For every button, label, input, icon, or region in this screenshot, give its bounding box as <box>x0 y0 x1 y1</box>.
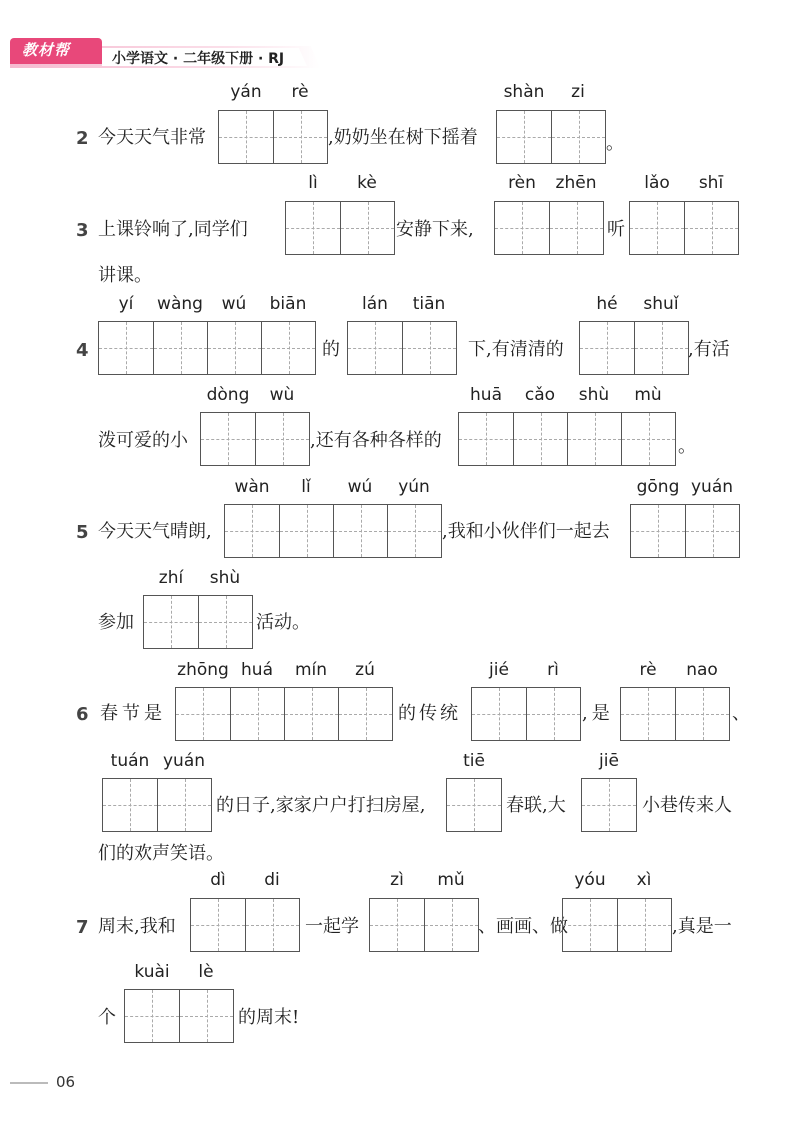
writing-grid[interactable] <box>446 778 502 832</box>
pinyin: kuài <box>134 962 170 982</box>
pinyin: zì <box>390 870 404 890</box>
writing-grid[interactable] <box>562 898 672 952</box>
question-text: 活动。 <box>256 612 310 633</box>
pinyin: mù <box>634 385 662 405</box>
question-number: 5 <box>76 522 89 543</box>
pinyin: wàng <box>157 294 203 314</box>
question-number: 2 <box>76 128 89 149</box>
pinyin: jiē <box>599 751 619 771</box>
pinyin: cǎo <box>524 385 556 405</box>
pinyin: wàn <box>234 477 270 497</box>
question-text: 春节是 <box>100 703 166 724</box>
question-text: 个 <box>98 1007 116 1028</box>
question-text: 参加 <box>98 612 134 633</box>
writing-grid[interactable] <box>200 412 310 466</box>
pinyin: shī <box>698 173 724 193</box>
pinyin: di <box>264 870 280 890</box>
pinyin: mín <box>294 660 328 680</box>
writing-grid[interactable] <box>190 898 300 952</box>
pinyin: wù <box>269 385 295 405</box>
writing-grid[interactable] <box>496 110 606 164</box>
writing-grid[interactable] <box>630 504 740 558</box>
question-text: 。 <box>678 436 696 457</box>
pinyin: wú <box>221 294 247 314</box>
question-text: 的日子,家家户户打扫房屋, <box>216 795 426 816</box>
question-text: ,是 <box>582 703 614 724</box>
pinyin: wú <box>347 477 373 497</box>
question-number: 6 <box>76 704 89 725</box>
writing-grid[interactable] <box>224 504 442 558</box>
question-text: 的周末! <box>238 1007 300 1028</box>
writing-grid[interactable] <box>458 412 676 466</box>
question-text: 的 <box>322 339 340 360</box>
writing-grid[interactable] <box>143 595 253 649</box>
pinyin: dòng <box>206 385 250 405</box>
pinyin: rèn <box>508 173 536 193</box>
writing-grid[interactable] <box>471 687 581 741</box>
pinyin: rè <box>639 660 657 680</box>
pinyin: rì <box>547 660 559 680</box>
question-text: 上课铃响了,同学们 <box>98 219 248 240</box>
question-text: 泼可爱的小 <box>98 430 188 451</box>
pinyin: xì <box>636 870 652 890</box>
question-text: ,真是一 <box>672 916 732 937</box>
pinyin: huá <box>241 660 273 680</box>
question-number: 4 <box>76 340 89 361</box>
question-text: 今天天气晴朗, <box>98 521 212 542</box>
brand-label: 教材帮 <box>22 41 71 59</box>
writing-grid[interactable] <box>581 778 637 832</box>
writing-grid[interactable] <box>285 201 395 255</box>
pinyin: zú <box>355 660 375 680</box>
pinyin: kè <box>357 173 377 193</box>
pinyin: lǐ <box>301 477 311 497</box>
pinyin: tuán <box>110 751 150 771</box>
question-text: 小巷传来人 <box>642 795 732 816</box>
writing-grid[interactable] <box>347 321 457 375</box>
question-text: 春联,大 <box>506 795 566 816</box>
pinyin: yán <box>230 82 262 102</box>
pinyin: zi <box>571 82 585 102</box>
question-text: 们的欢声笑语。 <box>98 843 224 864</box>
question-text: 讲课。 <box>98 265 152 286</box>
pinyin: yí <box>118 294 134 314</box>
question-text: 周末,我和 <box>98 916 176 937</box>
pinyin: gōng <box>636 477 680 497</box>
question-text: 下,有清清的 <box>468 339 564 360</box>
writing-grid[interactable] <box>175 687 393 741</box>
question-text: 今天天气非常 <box>98 127 206 148</box>
writing-grid[interactable] <box>620 687 730 741</box>
writing-grid[interactable] <box>124 989 234 1043</box>
pinyin: mǔ <box>437 870 465 890</box>
pinyin: yóu <box>574 870 606 890</box>
pinyin: rè <box>291 82 309 102</box>
pinyin: lì <box>308 173 318 193</box>
pinyin: huā <box>470 385 502 405</box>
question-text: ,有活 <box>688 339 730 360</box>
pinyin: shàn <box>503 82 545 102</box>
pinyin: shù <box>209 568 241 588</box>
question-text: 、画画、做 <box>478 916 568 937</box>
question-text: ,还有各种各样的 <box>310 430 442 451</box>
writing-grid[interactable] <box>218 110 328 164</box>
pinyin: nao <box>686 660 718 680</box>
pinyin: lán <box>362 294 388 314</box>
pinyin: zhōng <box>177 660 229 680</box>
pinyin: shù <box>578 385 610 405</box>
pinyin: lè <box>198 962 214 982</box>
pinyin: yuán <box>162 751 206 771</box>
question-text: 听 <box>607 219 625 240</box>
pinyin: zhí <box>158 568 184 588</box>
question-text: 。 <box>606 133 624 154</box>
pinyin: jié <box>489 660 509 680</box>
pinyin: lǎo <box>644 173 670 193</box>
pinyin: dì <box>210 870 226 890</box>
page-number: 06 <box>56 1073 76 1091</box>
question-text: ,我和小伙伴们一起去 <box>442 521 610 542</box>
pinyin: shuǐ <box>643 294 679 314</box>
book-title: 小学语文 · 二年级下册 · RJ <box>112 51 285 67</box>
writing-grid[interactable] <box>494 201 604 255</box>
pinyin: zhēn <box>555 173 597 193</box>
question-number: 7 <box>76 917 89 938</box>
footer-rule <box>10 1082 48 1084</box>
question-number: 3 <box>76 220 89 241</box>
question-text: ,奶奶坐在树下摇着 <box>328 127 478 148</box>
pinyin: tiān <box>412 294 446 314</box>
question-text: 安静下来, <box>396 219 474 240</box>
question-text: 、 <box>732 703 750 724</box>
pinyin: yuán <box>690 477 734 497</box>
writing-grid[interactable] <box>629 201 739 255</box>
pinyin: yún <box>398 477 430 497</box>
writing-grid[interactable] <box>98 321 316 375</box>
pinyin: hé <box>596 294 618 314</box>
pinyin: tiē <box>463 751 485 771</box>
writing-grid[interactable] <box>369 898 479 952</box>
writing-grid[interactable] <box>102 778 212 832</box>
pinyin: biān <box>269 294 307 314</box>
writing-grid[interactable] <box>579 321 689 375</box>
question-text: 一起学 <box>305 916 359 937</box>
question-text: 的传统 <box>398 703 461 724</box>
